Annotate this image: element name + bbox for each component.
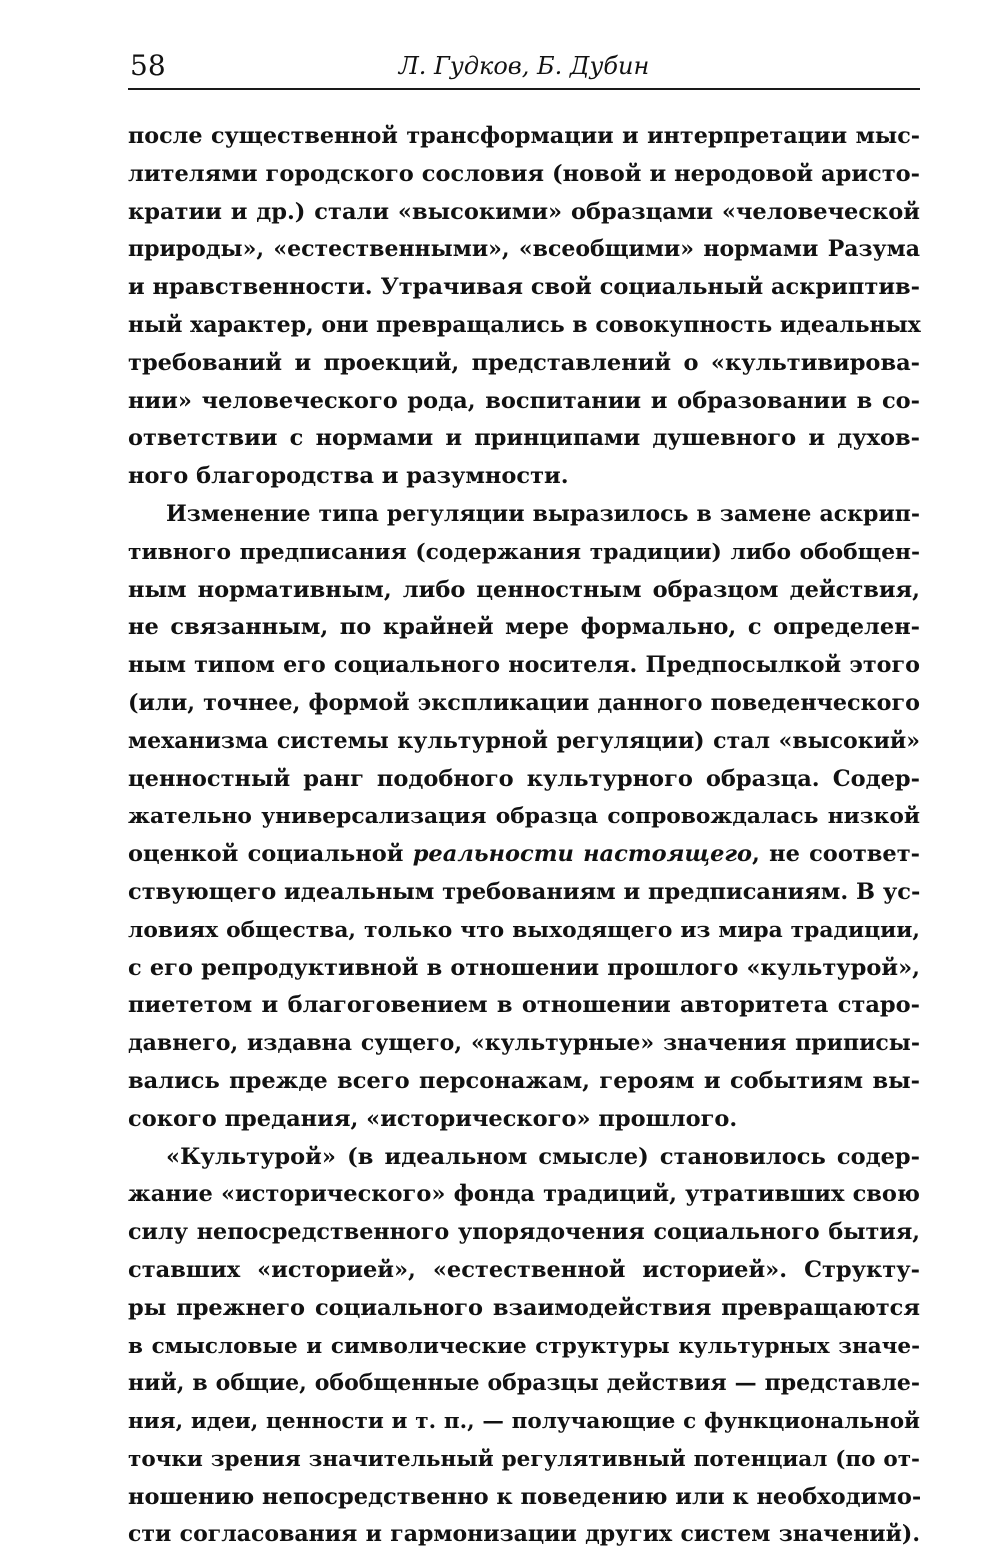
text-line: ловиях общества, только что выходящего из мира традиции,: [128, 917, 920, 943]
text-line: сти согласования и гармонизации других систем значений).: [128, 1521, 920, 1548]
text-line: не связанным, по крайней мере формально, с определен-: [128, 614, 920, 641]
body-text: [128, 118, 920, 1554]
running-header: [128, 46, 920, 90]
text-line: кратии и др.) стали «высокими» образцами «человеческой: [128, 198, 920, 225]
text-line: ствующего идеальным требованиям и предписаниям. В ус-: [128, 878, 921, 905]
text-line: ный характер, они превращались в совокупность идеальных: [128, 311, 921, 338]
text-line: ценностный ранг подобного культурного образца. Содер-: [128, 765, 920, 792]
text-segment: , не соответ-: [752, 841, 920, 868]
text-line: требований и проекций, представлений о «культивирова-: [128, 349, 920, 376]
page-number: 58: [130, 49, 166, 82]
text-line: пиететом и благоговением в отношении авторитета старо-: [128, 992, 920, 1019]
text-line: «Культурой» (в идеальном смысле) становилось содер-: [166, 1143, 920, 1170]
running-head-authors: Л. Гудков, Б. Дубин: [398, 52, 650, 80]
text-line: ставших «историей», «естественной историей». Структу-: [128, 1256, 920, 1283]
text-line: ным нормативным, либо ценностным образцом действия,: [128, 576, 920, 603]
text-line: точки зрения значительный регулятивный потенциал (по от-: [128, 1446, 920, 1472]
text-line: ний, в общие, обобщенные образцы действия — представле-: [128, 1370, 920, 1397]
text-line: тивного предписания (содержания традиции) либо обобщен-: [128, 539, 920, 565]
text-line: давнего, издавна сущего, «культурные» значения приписы-: [128, 1030, 920, 1057]
text-line: нии» человеческого рода, воспитании и образовании в со-: [128, 387, 920, 414]
text-line: силу непосредственного упорядочения социального бытия,: [128, 1219, 920, 1246]
text-line: жательно универсализация образца сопровождалась низкой: [128, 804, 920, 830]
text-line: Изменение типа регуляции выразилось в замене аскрип-: [166, 500, 920, 527]
text-line: после существенной трансформации и интерпретации мыс-: [128, 123, 920, 149]
text-line-with-emphasis: [128, 836, 920, 874]
text-line: природы», «естественными», «всеобщими» нормами Разума: [128, 236, 920, 263]
text-line: вались прежде всего персонажам, героям и событиям вы-: [128, 1067, 920, 1094]
text-line: ры прежнего социального взаимодействия превращаются: [128, 1294, 920, 1321]
text-line: механизма системы культурной регуляции) стал «высокий»: [128, 727, 920, 754]
text-line: ния, идеи, ценности и т. п., — получающие с функциональной: [128, 1409, 920, 1435]
text-line: ным типом его социального носителя. Предпосылкой этого: [128, 652, 920, 679]
text-line: лителями городского сословия (новой и неродовой аристо-: [128, 160, 920, 187]
emphasized-phrase: реальности настоящего: [412, 841, 753, 868]
text-line: ного благородства и разумности.: [128, 463, 569, 490]
text-line: (или, точнее, формой экспликации данного поведенческого: [128, 689, 920, 716]
text-segment: оценкой социальной: [128, 841, 413, 868]
text-line: в смысловые и символические структуры культурных значе-: [128, 1333, 920, 1359]
text-line: с его репродуктивной в отношении прошлого «культурой»,: [128, 954, 920, 981]
text-line: сокого предания, «исторического» прошлого.: [128, 1105, 738, 1132]
text-line: жание «исторического» фонда традиций, утративших свою: [128, 1181, 920, 1208]
text-line: ответствии с нормами и принципами душевного и духов-: [128, 425, 920, 452]
text-line: и нравственности. Утрачивая свой социальный аскриптив-: [128, 274, 920, 301]
text-line: ношению непосредственно к поведению или к необходимо-: [128, 1483, 922, 1510]
